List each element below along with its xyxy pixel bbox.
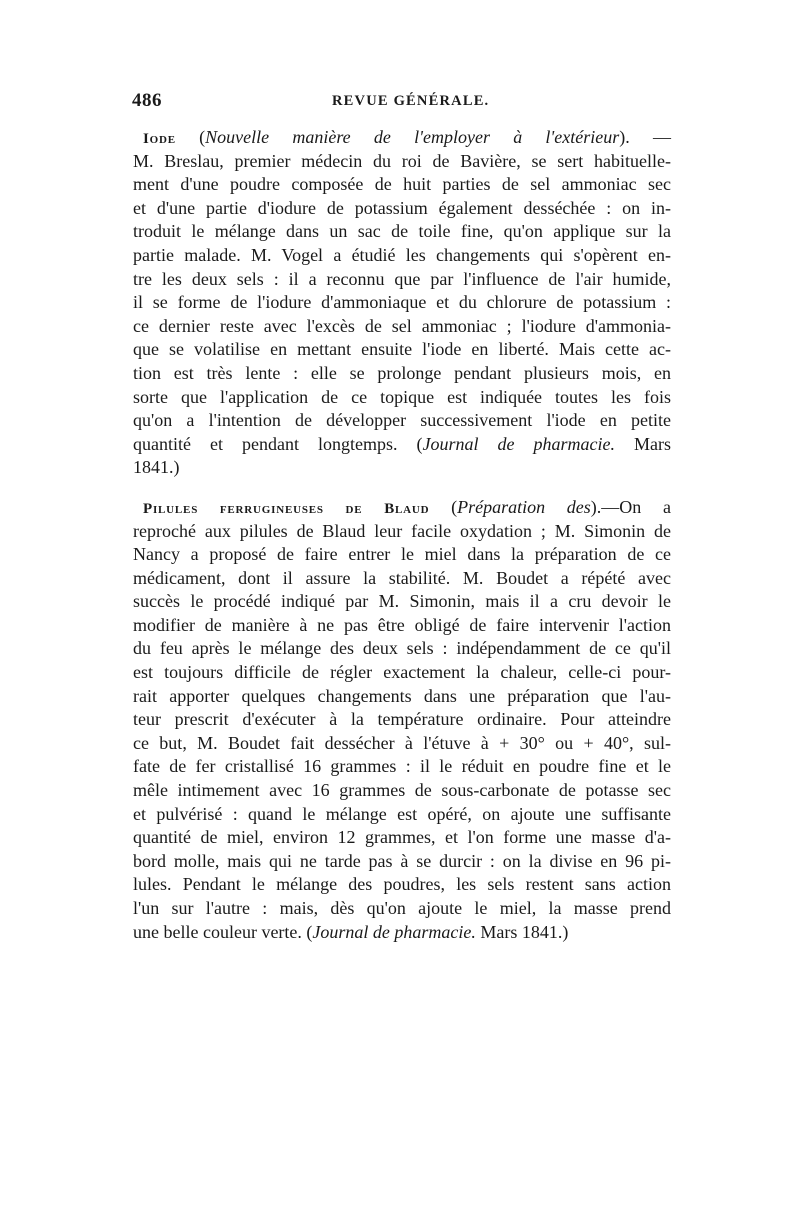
text-run: est toujours difficile de régler exactement la chaleur, celle-ci pour- <box>133 662 671 683</box>
text-run: ). — <box>619 127 672 147</box>
text-line <box>133 708 671 732</box>
text-line <box>133 614 671 638</box>
text-line <box>133 873 671 897</box>
italic-text: Journal de pharmacie. <box>312 921 476 942</box>
text-line <box>133 661 671 685</box>
running-title: REVUE GÉNÉRALE. <box>332 93 490 109</box>
text-run: 1841.) <box>133 457 180 478</box>
text-run: rait apporter quelques changements dans une préparation que l'au- <box>133 685 671 706</box>
text-run: bord molle, mais qui ne tarde pas à se durcir : on la divise en 96 pi- <box>133 850 671 871</box>
article-title: Pilules ferrugineuses de Blaud <box>143 500 430 517</box>
text-line <box>133 197 671 221</box>
text-run: quantité de miel, environ 12 grammes, et l'on forme une masse d'a- <box>133 827 671 848</box>
article-title: Iode <box>143 131 176 147</box>
text-line <box>133 386 671 410</box>
text-run: ( <box>429 496 458 517</box>
text-line <box>133 590 671 614</box>
text-run: il se forme de l'iodure d'ammoniaque et du chlorure de potassium : <box>133 292 671 313</box>
text-line <box>133 755 671 779</box>
text-run: et d'une partie d'iodure de potassium également desséchée : on in- <box>133 197 671 218</box>
text-line <box>133 150 671 174</box>
text-run: qu'on a l'intention de développer successivement l'iode en petite <box>133 410 671 431</box>
text-line <box>133 732 671 756</box>
text-run: ce but, M. Boudet fait dessécher à l'étuve à + 30° ou + 40°, sul- <box>133 732 671 753</box>
text-run: succès le procédé indiqué par M. Simonin, mais il a cru devoir le <box>133 591 671 612</box>
text-run: et pulvérisé : quand le mélange est opéré, on ajoute une suffisante <box>133 803 671 824</box>
text-line <box>133 268 671 292</box>
text-line <box>133 826 671 850</box>
text-run: médicament, dont il assure la stabilité. M. Boudet a répété avec <box>133 567 671 588</box>
text-line <box>133 220 671 244</box>
text-run: modifier de manière à ne pas être obligé de faire intervenir l'action <box>133 614 671 635</box>
text-run: ce dernier reste avec l'excès de sel ammoniac ; l'iodure d'ammonia- <box>133 315 671 336</box>
text-run: ment d'une poudre composée de huit parties de sel ammoniac sec <box>133 174 671 195</box>
text-run: Mars <box>615 433 672 454</box>
text-run: lules. Pendant le mélange des poudres, les sels restent sans action <box>133 874 671 895</box>
text-line <box>133 291 671 315</box>
text-run: fate de fer cristallisé 16 grammes : il le réduit en poudre fine et le <box>133 756 671 777</box>
text-line <box>133 173 671 197</box>
text-run: l'un sur l'autre : mais, dès qu'on ajoute le miel, la masse prend <box>133 898 671 918</box>
body-text <box>133 126 671 944</box>
text-line <box>133 779 671 803</box>
article-separator <box>133 480 671 496</box>
text-line <box>133 338 671 362</box>
text-run: du feu après le mélange des deux sels : indépendamment de ce qu'il <box>133 638 671 659</box>
running-head <box>132 90 672 116</box>
text-run: teur prescrit d'exécuter à la température ordinaire. Pour atteindre <box>133 709 671 730</box>
text-line <box>133 850 671 874</box>
text-run: Mars 1841.) <box>475 921 569 942</box>
text-line <box>133 897 671 921</box>
text-line <box>133 921 671 945</box>
text-run: que se volatilise en mettant ensuite l'iode en liberté. Mais cette ac- <box>133 339 671 360</box>
text-run: M. Breslau, premier médecin du roi de Bavière, se sert habituelle- <box>133 150 671 171</box>
text-line <box>133 315 671 339</box>
text-run: reproché aux pilules de Blaud leur facile oxydation ; M. Simonin de <box>133 520 671 541</box>
text-line <box>133 244 671 268</box>
text-run: tre les deux sels : il a reconnu que par l'influence de l'air humide, <box>133 268 671 289</box>
text-line <box>133 803 671 827</box>
text-run: ).—On a <box>590 496 671 517</box>
text-run: ( <box>175 127 206 147</box>
text-line <box>133 520 671 544</box>
article-2 <box>133 496 671 944</box>
article-heading-line <box>133 126 671 150</box>
text-line <box>133 637 671 661</box>
italic-text: Nouvelle manière de l'employer à l'extérieur <box>205 127 620 147</box>
text-run: une belle couleur verte. ( <box>133 921 313 942</box>
text-run: troduit le mélange dans un sac de toile fine, qu'on applique sur la <box>133 221 671 242</box>
text-run: quantité et pendant longtemps. ( <box>133 433 423 454</box>
text-line <box>133 433 671 457</box>
text-line <box>133 409 671 433</box>
text-line <box>133 362 671 386</box>
italic-text: Journal de pharmacie. <box>422 433 615 454</box>
text-line <box>133 543 671 567</box>
text-line <box>133 685 671 709</box>
text-run: Nancy a proposé de faire entrer le miel dans la préparation de ce <box>133 544 671 565</box>
text-run: tion est très lente : elle se prolonge pendant plusieurs mois, en <box>133 362 671 383</box>
italic-text: Préparation des <box>457 496 591 517</box>
article-1 <box>133 126 671 480</box>
text-line <box>133 567 671 591</box>
text-run: partie malade. M. Vogel a étudié les changements qui s'opèrent en- <box>133 244 671 265</box>
text-line <box>133 456 671 480</box>
text-run: mêle intimement avec 16 grammes de sous-carbonate de potasse sec <box>133 780 671 801</box>
page-number: 486 <box>132 90 162 111</box>
text-run: sorte que l'application de ce topique est indiquée toutes les fois <box>133 386 671 407</box>
article-heading-line <box>133 496 671 520</box>
